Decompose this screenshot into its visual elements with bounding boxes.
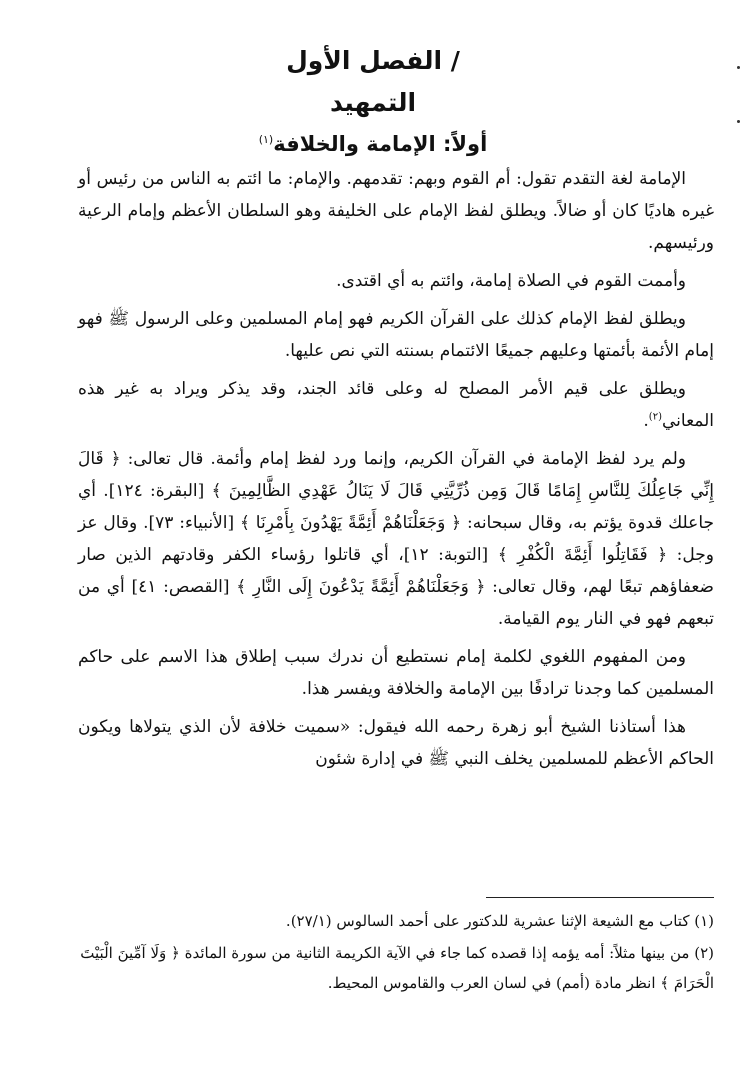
paragraph-text: الإمامة لغة التقدم تقول: أم القوم وبهم: تقدمهم. والإمام: ما ائتم به الناس من رئيس أو غيره هاديًا كان أو ضالاً. ويطلق لفظ الإمام على الخليفة وهو السلطان الأعظم وإمام الرعية ورئيسهم. [78,169,714,253]
paragraph-text: ويطلق على قيم الأمر المصلح له وعلى قائد الجند، وقد يذكر ويراد به غير هذه المعاني [78,379,714,431]
paragraph [78,265,714,297]
section-heading-footnote-ref: (١) [258,133,274,146]
footnote: (١) كتاب مع الشيعة الإثنا عشرية للدكتور على أحمد السالوس (٢٧/١). [285,912,714,930]
footnote-ref: (٢) [648,411,662,423]
footnotes [60,906,714,1000]
paragraph [78,373,714,437]
paragraph [78,641,714,705]
scan-speck [737,120,740,123]
footnote: (٢) من بينها مثلاً: أمه يؤمه إذا قصده كما جاء في الآية الكريمة الثانية من سورة المائدة ﴿ وَلَا آمِّينَ الْبَيْتَ الْحَرَامَ ﴾ انظر مادة (أمم) في لسان العرب والقاموس المحيط. [80,944,714,992]
paragraph-text: ولم يرد لفظ الإمامة في القرآن الكريم، وإنما ورد لفظ إمام وأئمة. قال تعالى: ﴿ قَالَ إِنِّي جَاعِلُكَ لِلنَّاسِ إِمَامًا قَالَ وَمِن ذُرِّيَّتِي قَالَ لَا يَنَالُ عَهْدِي الظَّالِمِينَ ﴾ [البقرة: ١٢٤]. أي جاعلك قدوة يؤتم به، وقال سبحانه: ﴿ وَجَعَلْنَاهُمْ أَئِمَّةً يَهْدُونَ بِأَمْرِنَا ﴾ [الأنبياء: ٧٣]. وقال عز وجل: ﴿ فَقَاتِلُوا أَئِمَّةَ الْكُفْرِ ﴾ [التوبة: ١٢]، أي قاتلوا رؤساء الكفر وقادتهم الذين صار ضعفاؤهم تبعًا لهم، وقال تعالى: ﴿ وَجَعَلْنَاهُمْ أَئِمَّةً يَدْعُونَ إِلَى النَّارِ ﴾ [القصص: ٤١] أي من تبعهم فهو في النار يوم القيامة. [78,449,715,629]
paragraph-text: ومن المفهوم اللغوي لكلمة إمام نستطيع أن ندرك سبب إطلاق هذا الاسم على حاكم المسلمين كما وجدنا ترادفًا بين الإمامة والخلافة ويفسر هذا. [78,647,714,699]
paragraph [78,711,714,775]
footnote-separator [486,897,714,898]
body-text [78,163,714,781]
paragraph-text: ويطلق لفظ الإمام كذلك على القرآن الكريم فهو إمام المسلمين وعلى الرسول ﷺ فهو إمام الأئمة بأئمتها وعليهم جميعًا الائتمام بسنته التي نص عليها. [78,309,714,361]
paragraph [78,163,714,259]
section-heading [0,124,746,160]
paragraph-text: وأممت القوم في الصلاة إمامة، وائتم به أي اقتدى. [336,271,686,291]
section-heading-text: أولاً: الإمامة والخلافة [273,132,488,156]
paragraph-text-end: . [643,411,649,431]
chapter-subtitle: التمهيد [329,88,417,117]
chapter-title: الفصل الأول / [286,46,460,75]
paragraph-text: هذا أستاذنا الشيخ أبو زهرة رحمه الله فيقول: «سميت خلافة لأن الذي يتولاها ويكون الحاكم الأعظم للمسلمين يخلف النبي ﷺ في إدارة شئون [78,717,714,769]
paragraph [78,443,714,635]
scan-speck [737,66,740,69]
paragraph [78,303,714,367]
